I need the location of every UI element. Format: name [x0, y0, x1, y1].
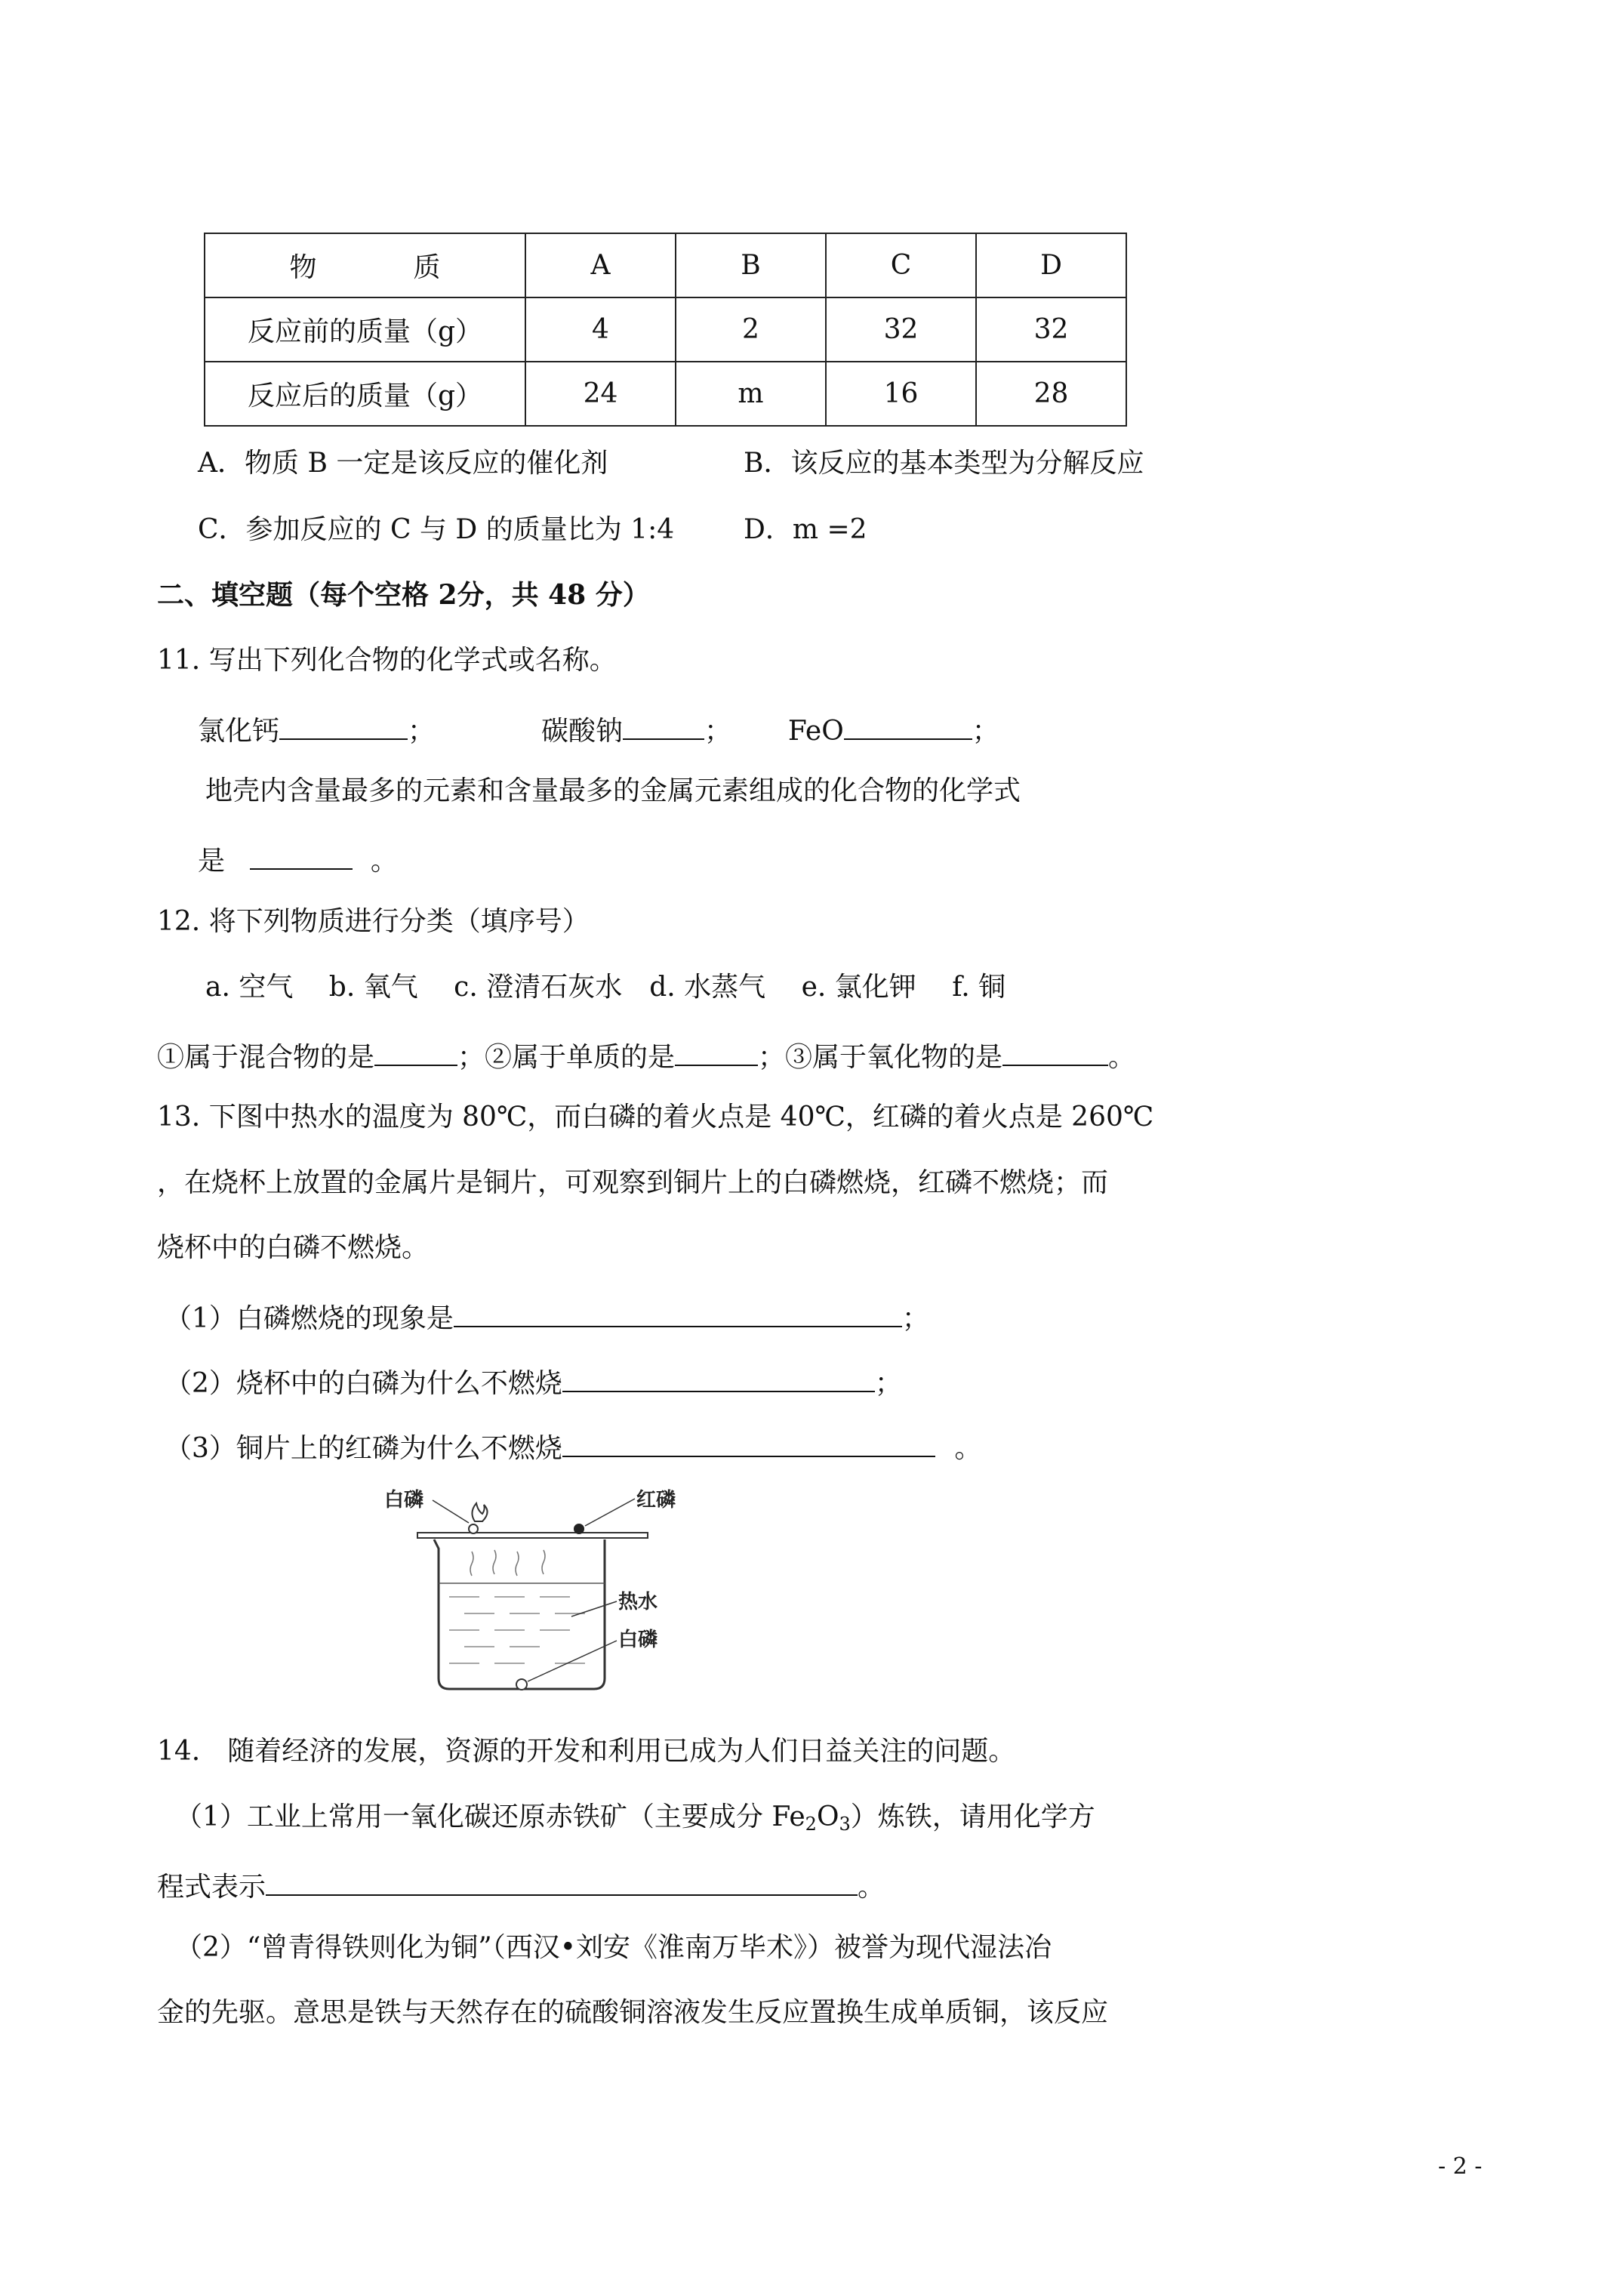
question-14-sub-1-line2 — [157, 1869, 885, 1901]
q11-prefix: 是 — [198, 846, 226, 877]
answer-blank[interactable] — [562, 1430, 935, 1457]
question-14-sub-2-line1: （2）“曾青得铁则化为铜”（西汉•刘安《淮南万毕术》）被誉为现代湿法冶 — [175, 1932, 1052, 1963]
table-header-cell: B — [676, 233, 826, 297]
q14-formula-o: O — [816, 1801, 839, 1832]
q14-sub1-text: ）炼铁，请用化学方 — [850, 1801, 1095, 1832]
answer-blank[interactable] — [844, 713, 972, 740]
label-red-phosphorus: 红磷 — [636, 1489, 676, 1512]
table-row — [205, 297, 1126, 362]
punctuation: ； — [874, 1368, 902, 1399]
steam-icon — [470, 1552, 473, 1576]
table-header-cell: A — [525, 233, 676, 297]
punctuation: ； — [408, 716, 436, 747]
steam-icon — [542, 1550, 545, 1574]
flame-icon — [472, 1503, 487, 1521]
question-13-sub-3 — [165, 1430, 981, 1462]
answer-blank[interactable] — [266, 1869, 858, 1896]
q11-item-sodium-carbonate: 碳酸钠 — [540, 716, 623, 747]
leader-line — [528, 1641, 617, 1681]
white-phosphorus-on-plate — [469, 1524, 478, 1533]
leader-line — [571, 1601, 617, 1616]
q13-sub2-text: （2）烧杯中的白磷为什么不燃烧 — [165, 1368, 562, 1399]
question-11-sub-answer — [198, 843, 398, 875]
question-13-line: ，在烧杯上放置的金属片是铜片，可观察到铜片上的白磷燃烧，红磷不燃烧；而 — [157, 1167, 1109, 1198]
table-row — [205, 362, 1126, 426]
question-13-line: 13. 下图中热水的温度为 80℃，而白磷的着火点是 40℃，红磷的着火点是 260℃ — [157, 1102, 1154, 1133]
question-11-items — [198, 713, 999, 745]
table-cell: 28 — [976, 362, 1126, 426]
question-14-sub-2-line2: 金的先驱。意思是铁与天然存在的硫酸铜溶液发生反应置换生成单质铜，该反应 — [157, 1997, 1109, 2028]
question-13-sub-1 — [165, 1300, 929, 1333]
table-header-cell: D — [976, 233, 1126, 297]
water-lines — [449, 1597, 585, 1663]
option-d: D．m =2 — [744, 514, 867, 545]
red-phosphorus — [574, 1524, 584, 1534]
question-14-sub-1-line1 — [175, 1801, 1095, 1835]
mass-table — [204, 233, 1127, 427]
q13-sub3-text: （3）铜片上的红磷为什么不燃烧 — [165, 1433, 562, 1464]
table-cell: 32 — [976, 297, 1126, 362]
punctuation: 。 — [954, 1433, 982, 1464]
question-12-stem: 12. 将下列物质进行分类（填序号） — [157, 906, 590, 937]
table-header-row — [205, 233, 1126, 297]
label-white-phosphorus-bottom: 白磷 — [618, 1629, 658, 1651]
option-b: B．该反应的基本类型为分解反应 — [744, 448, 1144, 479]
q11-item-calcium-chloride: 氯化钙 — [198, 716, 280, 747]
question-11-stem: 11. 写出下列化合物的化学式或名称。 — [157, 645, 617, 676]
q11-item-feo: FeO — [787, 716, 844, 747]
page-number: - 2 - — [1438, 2153, 1483, 2180]
question-12-parts — [157, 1039, 1135, 1071]
table-cell: 4 — [525, 297, 676, 362]
table-cell: 16 — [826, 362, 976, 426]
steam-icon — [493, 1550, 496, 1574]
label-hot-water: 热水 — [618, 1591, 658, 1613]
answer-blank[interactable] — [454, 1300, 902, 1327]
leader-line — [433, 1500, 469, 1523]
q13-sub1-text: （1）白磷燃烧的现象是 — [165, 1303, 454, 1334]
question-12-options: a. 空气 b. 氧气 c. 澄清石灰水 d. 水蒸气 e. 氯化钾 f. 铜 — [205, 972, 1006, 1003]
q12-part-element: ；②属于单质的是 — [457, 1042, 676, 1073]
punctuation: ； — [972, 716, 999, 747]
punctuation: 。 — [858, 1872, 885, 1903]
punctuation: ； — [704, 716, 731, 747]
table-cell: 32 — [826, 297, 976, 362]
q12-part-mixture: ①属于混合物的是 — [157, 1042, 375, 1073]
question-13-sub-2 — [165, 1365, 902, 1398]
table-cell: 反应前的质量（g） — [205, 297, 525, 362]
label-white-phosphorus-top: 白磷 — [384, 1489, 424, 1512]
copper-plate — [417, 1533, 648, 1538]
answer-blank[interactable] — [250, 843, 353, 870]
table-cell: 24 — [525, 362, 676, 426]
answer-blank[interactable] — [675, 1039, 758, 1066]
answer-blank[interactable] — [374, 1039, 457, 1066]
question-11-sub-line: 地壳内含量最多的元素和含量最多的金属元素组成的化合物的化学式 — [205, 775, 1021, 806]
q14-sub1-text: 程式表示 — [157, 1872, 266, 1903]
option-c: C．参加反应的 C 与 D 的质量比为 1:4 — [198, 514, 675, 545]
white-phosphorus-in-water — [516, 1679, 527, 1690]
answer-blank[interactable] — [279, 713, 408, 740]
table-header-cell: 物 质 — [205, 233, 525, 297]
leader-line — [585, 1499, 635, 1526]
subscript: 2 — [805, 1814, 817, 1835]
section-heading: 二、填空题（每个空格 2分，共 48 分） — [157, 579, 650, 611]
steam-icon — [516, 1552, 519, 1576]
option-a: A．物质 B 一定是该反应的催化剂 — [198, 448, 608, 479]
punctuation: 。 — [370, 846, 398, 877]
answer-blank[interactable] — [562, 1365, 875, 1392]
table-cell: 2 — [676, 297, 826, 362]
subscript: 3 — [839, 1814, 851, 1835]
q12-part-oxide: ；③属于氧化物的是 — [758, 1042, 1003, 1073]
table-cell: m — [676, 362, 826, 426]
punctuation: ； — [901, 1303, 929, 1334]
beaker-experiment-figure — [381, 1476, 721, 1703]
table-cell: 反应后的质量（g） — [205, 362, 525, 426]
answer-blank[interactable] — [1002, 1039, 1108, 1066]
question-13-line: 烧杯中的白磷不燃烧。 — [157, 1232, 430, 1263]
table-header-cell: C — [826, 233, 976, 297]
question-14-stem: 14. 随着经济的发展，资源的开发和利用已成为人们日益关注的问题。 — [157, 1736, 1016, 1767]
q14-sub1-text: （1）工业上常用一氧化碳还原赤铁矿（主要成分 Fe — [175, 1801, 805, 1832]
answer-blank[interactable] — [623, 713, 704, 740]
punctuation: 。 — [1108, 1042, 1136, 1073]
